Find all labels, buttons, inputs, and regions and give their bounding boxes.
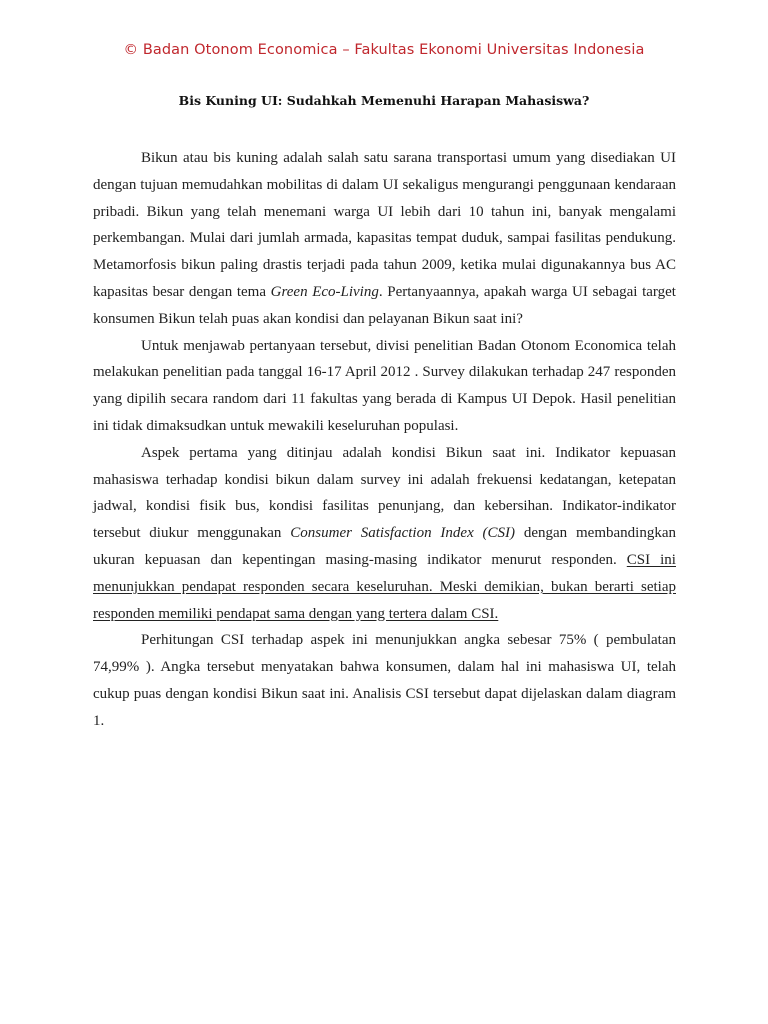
paragraph-3-text-b: dengan membandingkan ukuran kepuasan dan kepentingan masing-masing indikator menurut responden.: [93, 525, 676, 568]
paragraph-1-italic: Green Eco-Living: [270, 283, 379, 300]
paragraph-1: [93, 145, 676, 333]
paragraph-1-text-b: . Pertanyaannya, apakah warga UI sebagai target konsumen Bikun telah puas akan kondisi dan pelayanan Bikun saat ini?: [93, 283, 676, 327]
paragraph-3-underlined: CSI ini menunjukkan pendapat responden secara keseluruhan. Meski demikian, bukan berarti setiap responden memiliki pendapat sama dengan yang tertera dalam CSI.: [93, 551, 676, 622]
article-title: Bis Kuning UI: Sudahkah Memenuhi Harapan Mahasiswa?: [178, 93, 590, 108]
copyright-header: © Badan Otonom Economica – Fakultas Ekonomi Universitas Indonesia: [123, 42, 645, 58]
paragraph-3: [93, 440, 676, 628]
article-body: [93, 145, 676, 735]
paragraph-3-text-a: Aspek pertama yang ditinjau adalah kondisi Bikun saat ini. Indikator kepuasan mahasiswa terhadap kondisi bikun dalam survey ini adalah frekuensi kedatangan, ketepatan jadwal, kondisi fisik bus, kondisi fasilitas penunjang, dan kebersihan. Indikator-indikator tersebut diukur menggunakan: [93, 444, 676, 542]
paragraph-2: Untuk menjawab pertanyaan tersebut, divisi penelitian Badan Otonom Economica telah melakukan penelitian pada tanggal 16-17 April 2012 . Survey dilakukan terhadap 247 responden yang dipilih secara random dari 11 fakultas yang berada di Kampus UI Depok. Hasil penelitian ini tidak dimaksudkan untuk mewakili keseluruhan populasi.: [93, 337, 676, 434]
paragraph-4: Perhitungan CSI terhadap aspek ini menunjukkan angka sebesar 75% ( pembulatan 74,99% ). Angka tersebut menyatakan bahwa konsumen, dalam hal ini mahasiswa UI, telah cukup puas dengan kondisi Bikun saat ini. Analisis CSI tersebut dapat dijelaskan dalam diagram 1.: [93, 632, 676, 729]
paragraph-1-text-a: Bikun atau bis kuning adalah salah satu sarana transportasi umum yang disediakan UI dengan tujuan memudahkan mobilitas di dalam UI sekaligus mengurangi penggunaan kendaraan pribadi. Bikun yang telah menemani warga UI lebih dari 10 tahun ini, banyak mengalami perkembangan. Mulai dari jumlah armada, kapasitas tempat duduk, sampai fasilitas pendukung. Metamorfosis bikun paling drastis terjadi pada tahun 2009, ketika mulai digunakannya bus AC kapasitas besar dengan tema: [93, 150, 676, 300]
paragraph-3-italic: Consumer Satisfaction Index (CSI): [290, 525, 516, 542]
